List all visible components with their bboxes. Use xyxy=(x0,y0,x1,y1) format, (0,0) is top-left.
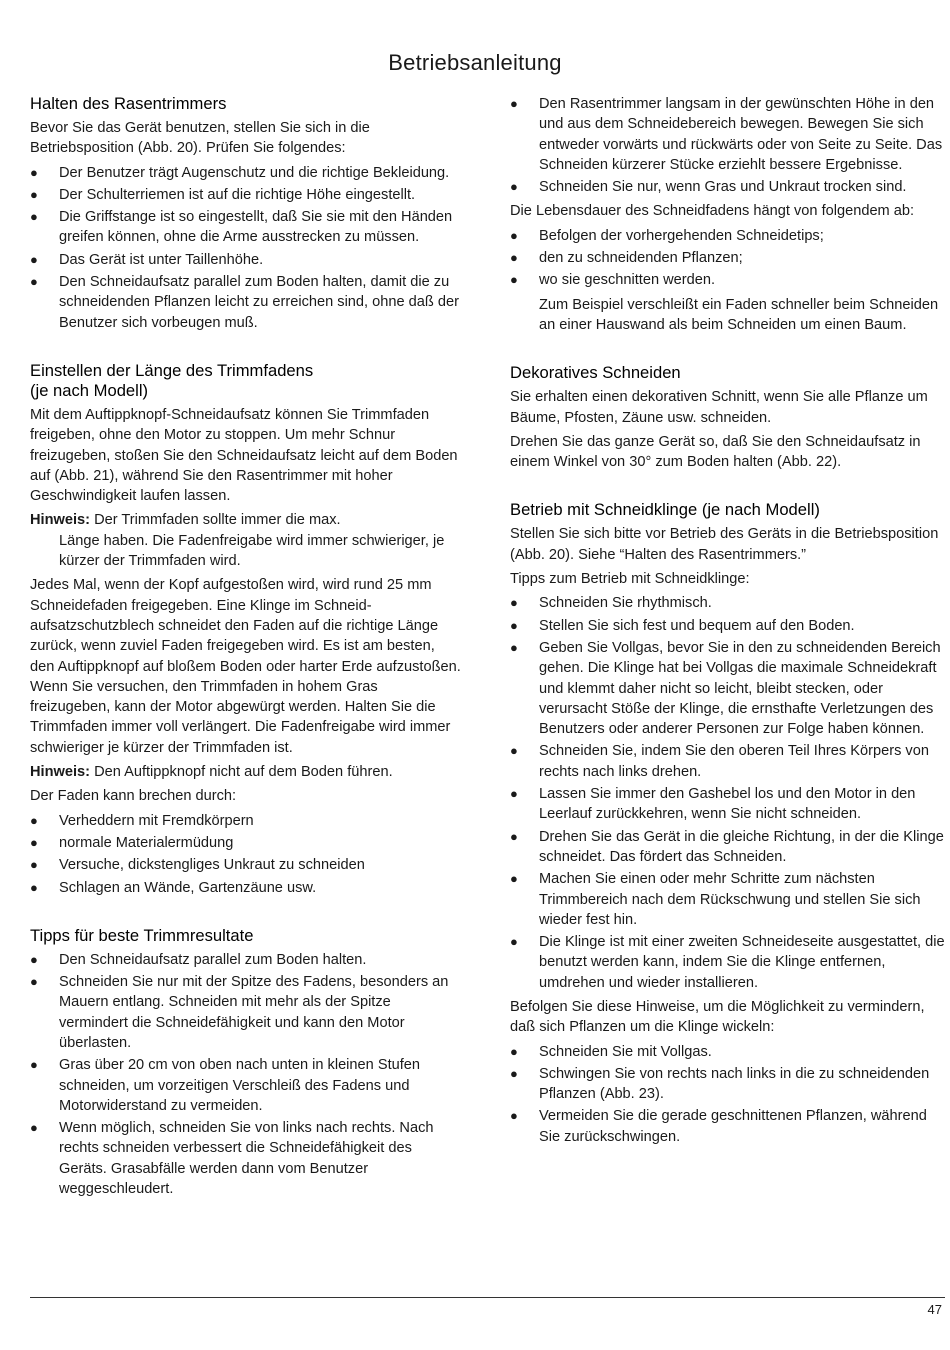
list-item xyxy=(30,878,462,898)
bullet-icon: ● xyxy=(30,186,38,202)
list-item-text: Versuche, dickstengliges Unkraut zu schneiden xyxy=(59,857,365,874)
bullet-icon: ● xyxy=(510,1043,518,1059)
list-item-text: wo sie geschnitten werden. xyxy=(539,272,716,289)
bullet-icon: ● xyxy=(30,834,38,850)
list-item-text: Den Rasentrimmer langsam in der gewünschten Höhe in den und aus dem Schneidebereich bewegen. Bewegen Sie sich entweder vorwärts und rückwärts oder von Seite zu Seite. Das Schneiden kürzerer Stücke erziehlt bessere Ergebnisse. xyxy=(539,96,943,173)
section-heading: Betrieb mit Schneidklinge (je nach Modell) xyxy=(510,500,820,520)
list-item xyxy=(30,250,462,270)
list-item-text: Schneiden Sie, indem Sie den oberen Teil Ihres Körpers von rechts nach links drehen. xyxy=(539,743,929,780)
list-item-text: Der Schulterriemen ist auf die richtige Höhe eingestellt. xyxy=(59,186,416,203)
list-item xyxy=(510,270,946,290)
list-item xyxy=(510,94,946,175)
list-item xyxy=(30,163,462,183)
list-item-text: Das Gerät ist unter Taillenhöhe. xyxy=(59,251,264,268)
list-item xyxy=(510,784,946,825)
bullet-icon: ● xyxy=(510,272,518,288)
list-item-text: Schneiden Sie mit Vollgas. xyxy=(539,1043,712,1060)
paragraph: Tipps zum Betrieb mit Schneidklinge: xyxy=(510,571,750,588)
bullet-icon: ● xyxy=(510,828,518,844)
bullet-icon: ● xyxy=(510,639,518,655)
list-item-text: Drehen Sie das Gerät in die gleiche Richtung, in der die Klinge schneidet. Das fördert das Schneiden. xyxy=(539,828,944,865)
bullet-icon: ● xyxy=(510,617,518,633)
paragraph: Sie erhalten einen dekorativen Schnitt, wenn Sie alle Pflanze um Bäume, Pfosten, Zäune usw. schneiden. xyxy=(510,389,928,426)
paragraph: Der Faden kann brechen durch: xyxy=(30,788,237,805)
list-item-text: Der Benutzer trägt Augenschutz und die richtige Bekleidung. xyxy=(59,164,450,181)
paragraph: Drehen Sie das ganze Gerät so, daß Sie den Schneidaufsatz in einem Winkel von 30° zum Boden halten (Abb. 22). xyxy=(510,433,921,471)
bullet-icon: ● xyxy=(30,812,38,828)
list-item xyxy=(510,248,946,268)
list-item xyxy=(510,1106,946,1147)
list-item xyxy=(30,972,462,1053)
bullet-icon: ● xyxy=(510,96,518,111)
list-item xyxy=(510,741,946,782)
bullet-icon: ● xyxy=(510,743,518,759)
list-item xyxy=(30,950,462,970)
paragraph: Bevor Sie das Gerät benutzen, stellen Sie sich in die Betriebsposition (Abb. 20). Prüfen Sie folgendes: xyxy=(30,120,370,157)
list-item-text: Die Griffstange ist so eingestellt, daß Sie sie mit den Händen greifen können, ohne die Arme ausstrecken zu müssen. xyxy=(59,209,453,246)
bullet-icon: ● xyxy=(30,274,38,290)
bullet-icon: ● xyxy=(510,595,518,611)
note: Zum Beispiel verschleißt ein Faden schneller beim Schneiden an einer Hauswand als beim Schneiden um einen Baum. xyxy=(539,296,939,333)
list-item xyxy=(30,207,462,248)
list-item xyxy=(510,1042,946,1062)
list-item xyxy=(30,1118,462,1199)
list-item xyxy=(30,833,462,853)
list-item xyxy=(30,1055,462,1116)
bullet-list xyxy=(30,950,462,1200)
list-item-text: Geben Sie Vollgas, bevor Sie in den zu schneidenden Bereich gehen. Die Klinge hat bei Vollgas die maximale Schneidekraft und klemmt daher nicht so leicht, bleibt stecken, oder verursacht Stöße der Klinge, die ernsthafte Verletzungen des Benutzers oder anderer Personen zur Folge haben können. xyxy=(539,639,941,738)
bullet-list xyxy=(30,163,462,333)
list-item-text: Schneiden Sie nur, wenn Gras und Unkraut trocken sind. xyxy=(539,179,907,196)
bullet-icon: ● xyxy=(510,227,518,243)
section-heading: Halten des Rasentrimmers xyxy=(30,94,227,113)
list-item xyxy=(30,855,462,875)
bullet-list xyxy=(510,1042,946,1147)
list-item xyxy=(510,1064,946,1105)
list-item-text: Schneiden Sie rhythmisch. xyxy=(539,595,712,612)
section-heading: Dekoratives Schneiden xyxy=(510,363,681,383)
bullet-icon: ● xyxy=(30,164,38,180)
list-item-text: Den Schneidaufsatz parallel zum Boden halten. xyxy=(59,951,367,968)
list-item-text: Schneiden Sie nur mit der Spitze des Fadens, besonders an Mauern entlang. Schneiden mit mehr als der Spitze vermindert die Schneidefähigkeit und kann den Motor überlasten. xyxy=(59,974,449,1051)
left-column xyxy=(30,94,462,1203)
list-item xyxy=(510,616,946,636)
bullet-icon: ● xyxy=(30,251,38,267)
list-item xyxy=(30,185,462,205)
list-item xyxy=(510,869,946,930)
list-item-text: Machen Sie einen oder mehr Schritte zum nächsten Trimmbereich nach dem Rückschwung und stellen Sie sich wieder fest hin. xyxy=(539,871,921,928)
list-item-text: Wenn möglich, schneiden Sie von links nach rechts. Nach rechts schneiden verbessert die Schneidefähigkeit des Geräts. Grasabfälle werden dann vom Benutzer weggeschleudert. xyxy=(59,1120,434,1198)
bullet-list xyxy=(510,593,946,993)
list-item xyxy=(510,932,946,993)
bullet-icon: ● xyxy=(30,857,38,873)
right-column xyxy=(510,94,946,1151)
note: Hinweis: Den Auftippknopf nicht auf dem Boden führen. xyxy=(30,764,393,781)
paragraph: Mit dem Auftippknopf-Schneidaufsatz können Sie Trimmfaden freigeben, ohne den Motor zu stoppen. Um mehr Schnur freizugeben, stoßen Sie den Schneidaufsatz leicht auf dem Boden auf (Abb. 21), während Sie den Rasentrimmer mit hoher Geschwindigkeit laufen lassen. xyxy=(30,406,458,505)
list-item-text: Lassen Sie immer den Gashebel los und den Motor in den Leerlauf zurückkehren, wenn Sie nicht schneiden. xyxy=(539,786,916,823)
page-title: Betriebsanleitung xyxy=(388,50,562,75)
list-item-text: Vermeiden Sie die gerade geschnittenen Pflanzen, während Sie zurückschwingen. xyxy=(539,1108,927,1145)
bullet-icon: ● xyxy=(30,951,38,967)
list-item xyxy=(510,226,946,246)
list-item-text: den zu schneidenden Pflanzen; xyxy=(539,250,743,267)
list-item-text: Die Klinge ist mit einer zweiten Schneideseite ausgestattet, die benutzt werden kann, indem Sie die Klinge entfernen, umdrehen und wieder installieren. xyxy=(539,934,945,991)
list-item-text: Befolgen der vorhergehenden Schneidetips; xyxy=(539,227,824,244)
section-heading: Tipps für beste Trimmresultate xyxy=(30,925,254,945)
paragraph: Jedes Mal, wenn der Kopf aufgestoßen wird, wird rund 25 mm Schneidefaden freigegeben. Eine Klinge im Schneidaufsatzschutzblech schneidet den Faden auf die richtige Länge zurück, wenn zuviel Faden freigegeben wird. Es ist am besten, den Auftippknopf auf bloßem Boden oder harter Erde aufzustoßen. Wenn Sie versuchen, den Trimmfaden in hohem Gras freizugeben, kann der Motor abgewürgt werden. Halten Sie die Trimmfaden immer voll verlängert. Die Fadenfreigabe wird immer schwieriger je kürzer der Trimmfaden ist. xyxy=(30,577,461,756)
note: Hinweis: Der Trimmfaden sollte immer die max. Länge haben. Die Fadenfreigabe wird immer schwieriger, je kürzer der Trimmfaden wird. xyxy=(30,512,445,570)
bullet-icon: ● xyxy=(510,1108,518,1124)
bullet-list xyxy=(30,811,462,898)
section-heading: Einstellen der Länge des Trimmfadens (je nach Modell) xyxy=(30,360,314,400)
bullet-list xyxy=(510,226,946,291)
list-item xyxy=(510,638,946,739)
bullet-icon: ● xyxy=(510,871,518,887)
list-item xyxy=(30,272,462,333)
list-item-text: Stellen Sie sich fest und bequem auf den Boden. xyxy=(539,617,855,634)
list-item-text: Gras über 20 cm von oben nach unten in kleinen Stufen schneiden, um vorzeitigen Verschleiß des Fadens und Motorwiderstand zu vermeiden. xyxy=(59,1057,421,1114)
bullet-icon: ● xyxy=(30,879,38,895)
bullet-icon: ● xyxy=(30,1120,38,1136)
list-item xyxy=(30,811,462,831)
list-item-text: normale Materialermüdung xyxy=(59,834,234,851)
paragraph: Die Lebensdauer des Schneidfadens hängt von folgendem ab: xyxy=(510,203,915,220)
list-item-text: Schlagen an Wände, Gartenzäune usw. xyxy=(59,879,317,896)
list-item xyxy=(510,827,946,868)
footer-rule xyxy=(30,1297,945,1298)
page-number: 47 xyxy=(927,1302,942,1317)
paragraph: Befolgen Sie diese Hinweise, um die Möglichkeit zu vermindern, daß sich Pflanzen um die Klinge wickeln: xyxy=(510,998,925,1036)
bullet-list xyxy=(510,94,946,197)
list-item xyxy=(510,177,946,197)
paragraph: Stellen Sie sich bitte vor Betrieb des Geräts in die Betriebsposition (Abb. 20). Siehe “Halten des Rasentrimmers.” xyxy=(510,526,939,563)
bullet-icon: ● xyxy=(510,250,518,266)
bullet-icon: ● xyxy=(510,934,518,950)
bullet-icon: ● xyxy=(30,1057,38,1073)
bullet-icon: ● xyxy=(510,1065,518,1081)
bullet-icon: ● xyxy=(30,974,38,990)
list-item-text: Schwingen Sie von rechts nach links in die zu schneidenden Pflanzen (Abb. 23). xyxy=(539,1065,930,1103)
bullet-icon: ● xyxy=(510,179,518,195)
list-item-text: Verheddern mit Fremdkörpern xyxy=(59,812,254,829)
bullet-icon: ● xyxy=(510,786,518,802)
list-item-text: Den Schneidaufsatz parallel zum Boden halten, damit die zu schneidenden Pflanzen leicht zu erreichen sind, ohne daß der Benutzer sich vorbeugen muß. xyxy=(59,274,459,331)
bullet-icon: ● xyxy=(30,209,38,225)
list-item xyxy=(510,593,946,613)
